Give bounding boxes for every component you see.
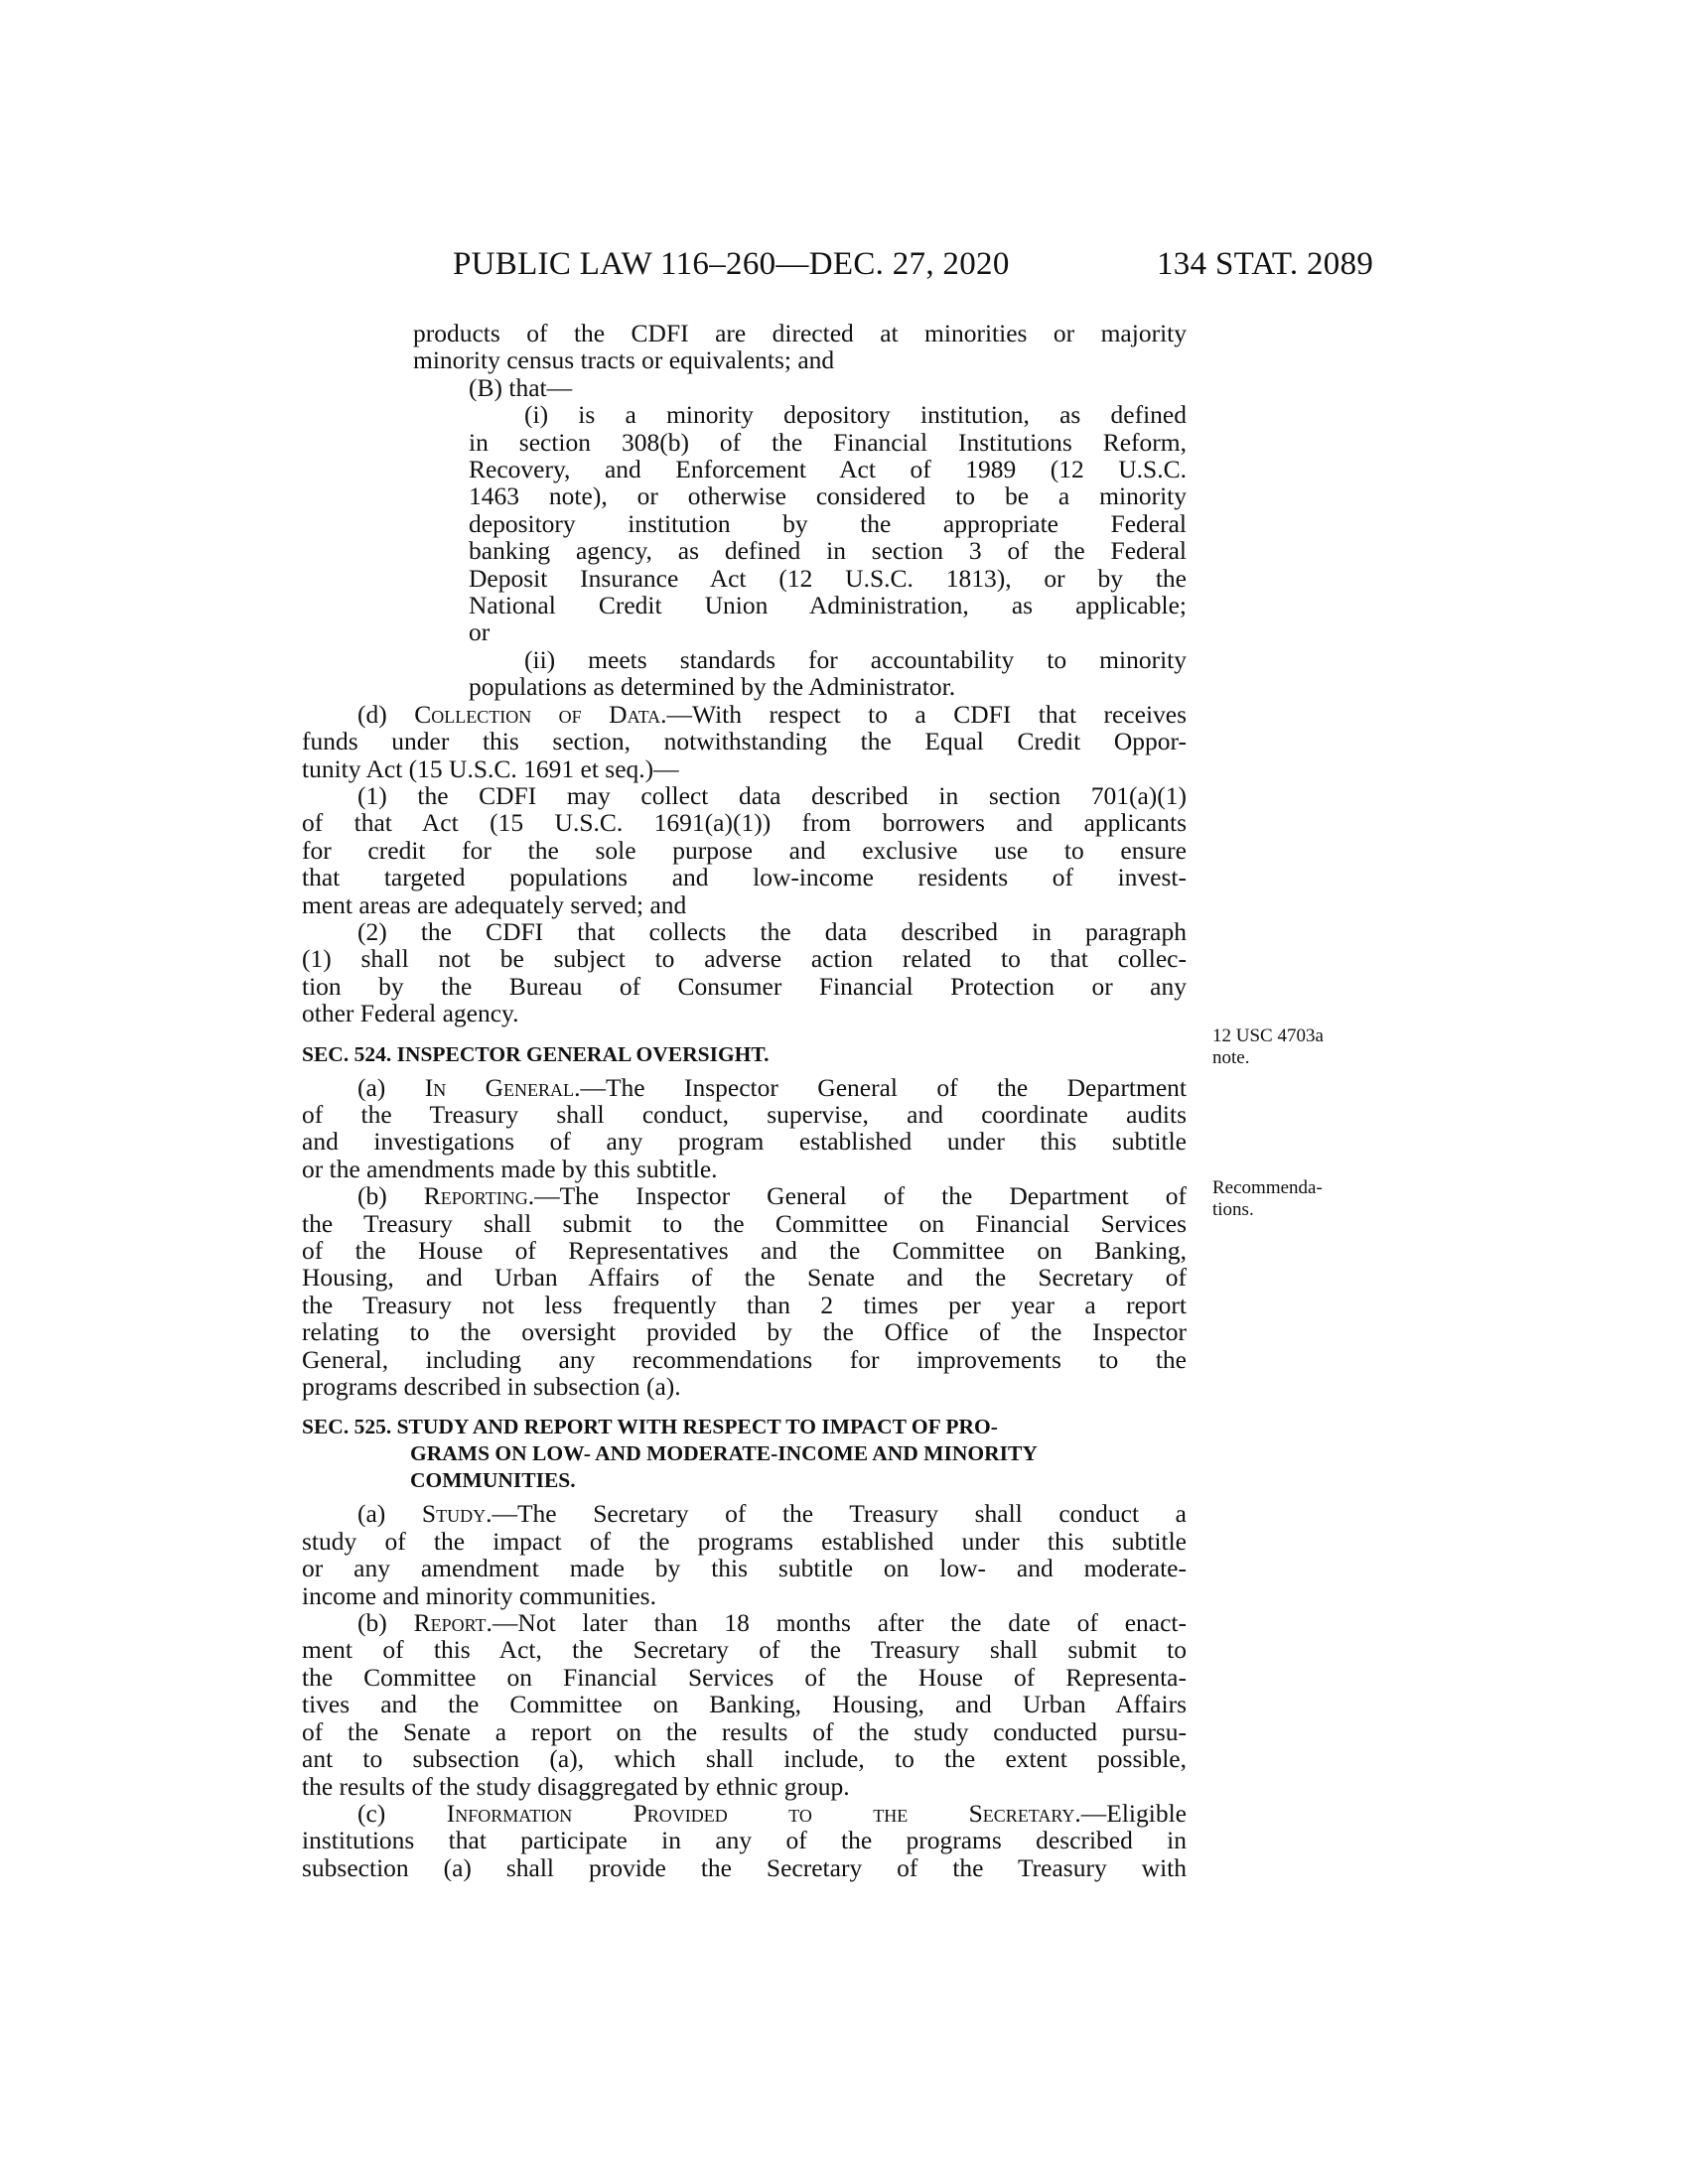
subsection-d-line xyxy=(302,701,1187,728)
subsection-text: .—The Secretary of the Treasury shall conduct a xyxy=(486,1499,1187,1529)
subsection-heading: Information Provided to the Secretary xyxy=(446,1798,1075,1828)
subsection-label: (b) xyxy=(357,1181,424,1211)
section-524-heading: SEC. 524. INSPECTOR GENERAL OVERSIGHT. xyxy=(302,1041,770,1066)
body-text-column xyxy=(302,320,1187,1881)
text-line: income and minority communities. xyxy=(302,1580,656,1610)
text-line: (B) that— xyxy=(469,372,573,402)
text-line: for credit for the sole purpose and exclusive use to ensure xyxy=(302,835,1187,865)
subsection-label: (c) xyxy=(357,1798,447,1828)
subsection-heading: Reporting xyxy=(423,1181,528,1211)
margin-note-usc-line-1: 12 USC 4703a xyxy=(1212,1025,1324,1046)
subsection-label: (d) xyxy=(357,699,415,729)
text-line: the results of the study disaggregated by ethnic group. xyxy=(302,1771,850,1801)
subsection-a-line xyxy=(302,1074,1187,1101)
subsection-label: (a) xyxy=(357,1499,422,1529)
text-line: or the amendments made by this subtitle. xyxy=(302,1154,718,1183)
subsection-a-line xyxy=(302,1500,1187,1527)
text-line: institutions that participate in any of the programs described in xyxy=(302,1826,1187,1855)
subsection-heading: In General xyxy=(424,1072,575,1102)
text-line: products of the CDFI are directed at minorities or majority xyxy=(413,319,1187,347)
text-line: of that Act (15 U.S.C. 1691(a)(1)) from borrowers and applicants xyxy=(302,808,1187,838)
text-line: the Treasury not less frequently than 2 times per year a report xyxy=(302,1290,1187,1319)
text-line: (ii) meets standards for accountability to minority xyxy=(524,644,1187,674)
text-line: relating to the oversight provided by the Office of the Inspector xyxy=(302,1317,1187,1347)
text-line: (1) shall not be subject to adverse action related to that collec- xyxy=(302,944,1187,974)
margin-note-usc-line-2: note. xyxy=(1212,1047,1250,1068)
text-line: tives and the Committee on Banking, Housing, and Urban Affairs xyxy=(302,1690,1187,1719)
text-line: of the Treasury shall conduct, supervise, and coordinate audits xyxy=(302,1099,1187,1129)
subsection-label: (a) xyxy=(357,1072,425,1102)
text-line: subsection (a) shall provide the Secretary of the Treasury with xyxy=(302,1852,1187,1882)
section-525-heading-line-3: COMMUNITIES. xyxy=(410,1468,576,1493)
margin-note-rec-line-2: tions. xyxy=(1212,1199,1254,1220)
section-525-heading-line-1: SEC. 525. STUDY AND REPORT WITH RESPECT TO IMPACT OF PRO- xyxy=(302,1415,998,1439)
text-line: (1) the CDFI may collect data described in section 701(a)(1) xyxy=(357,780,1187,810)
subsection-text: .—The Inspector General of the Department xyxy=(574,1072,1188,1102)
text-line: 1463 note), or otherwise considered to be a minority xyxy=(469,481,1187,511)
margin-note-usc xyxy=(1212,1025,1361,1069)
text-line: and investigations of any program established under this subtitle xyxy=(302,1127,1187,1157)
text-line: banking agency, as defined in section 3 of the Federal xyxy=(469,536,1187,566)
text-line: study of the impact of the programs established under this subtitle xyxy=(302,1526,1187,1556)
text-line: ment areas are adequately served; and xyxy=(302,889,687,919)
text-line: tunity Act (15 U.S.C. 1691 et seq.)— xyxy=(302,753,679,783)
subsection-text: .—With respect to a CDFI that receives xyxy=(660,699,1188,729)
subsection-text: .—The Inspector General of the Department of xyxy=(527,1181,1187,1211)
text-line: National Credit Union Administration, as applicable; xyxy=(469,591,1187,620)
text-line: populations as determined by the Administrator. xyxy=(469,672,956,702)
text-line: of the Senate a report on the results of the study conducted pursu- xyxy=(302,1716,1187,1746)
text-line: programs described in subsection (a). xyxy=(302,1372,681,1402)
text-line: (2) the CDFI that collects the data described in paragraph xyxy=(357,916,1187,946)
text-line: other Federal agency. xyxy=(302,999,519,1028)
subsection-b-line xyxy=(302,1182,1187,1209)
text-line: General, including any recommendations for improvements to the xyxy=(302,1344,1187,1374)
subsection-c-line xyxy=(302,1800,1187,1827)
text-line: depository institution by the appropriate Federal xyxy=(469,508,1187,538)
subsection-label: (b) xyxy=(357,1608,414,1638)
subsection-text: .—Not later than 18 months after the date of enact- xyxy=(486,1608,1187,1638)
subsection-heading: Collection of Data xyxy=(414,699,661,729)
text-line: in section 308(b) of the Financial Institutions Reform, xyxy=(469,427,1187,457)
text-line: minority census tracts or equivalents; and xyxy=(413,345,835,375)
text-line: (i) is a minority depository institution, as defined xyxy=(524,400,1187,430)
text-line: or any amendment made by this subtitle on low- and moderate- xyxy=(302,1554,1187,1583)
text-line: ment of this Act, the Secretary of the Treasury shall submit to xyxy=(302,1635,1187,1665)
section-525-heading-line-2: GRAMS ON LOW- AND MODERATE-INCOME AND MINORITY xyxy=(410,1441,1038,1466)
running-header-page-number: 134 STAT. 2089 xyxy=(1157,246,1374,282)
subsection-heading: Report xyxy=(413,1608,487,1638)
margin-note-rec-line-1: Recommenda- xyxy=(1212,1177,1323,1198)
section-525-heading xyxy=(302,1414,1187,1494)
text-line: that targeted populations and low-income residents of invest- xyxy=(302,863,1187,892)
text-line: or xyxy=(469,617,491,647)
margin-note-recommendations xyxy=(1212,1177,1361,1221)
text-line: Recovery, and Enforcement Act of 1989 (12 U.S.C. xyxy=(469,455,1187,484)
text-line: ant to subsection (a), which shall include, to the extent possible, xyxy=(302,1744,1187,1774)
text-line: tion by the Bureau of Consumer Financial Protection or any xyxy=(302,971,1187,1001)
text-line: Housing, and Urban Affairs of the Senate and the Secretary of xyxy=(302,1263,1187,1293)
text-line: the Committee on Financial Services of the House of Representa- xyxy=(302,1662,1187,1692)
text-line: of the House of Representatives and the Committee on Banking, xyxy=(302,1236,1187,1265)
text-line: the Treasury shall submit to the Committee on Financial Services xyxy=(302,1208,1187,1238)
text-line: funds under this section, notwithstanding the Equal Credit Oppor- xyxy=(302,727,1187,756)
running-header-title: PUBLIC LAW 116–260—DEC. 27, 2020 xyxy=(453,246,1010,282)
subsection-b-line xyxy=(302,1609,1187,1636)
text-line: Deposit Insurance Act (12 U.S.C. 1813), or by the xyxy=(469,563,1187,593)
subsection-heading: Study xyxy=(421,1499,487,1529)
subsection-text: .—Eligible xyxy=(1074,1798,1187,1828)
